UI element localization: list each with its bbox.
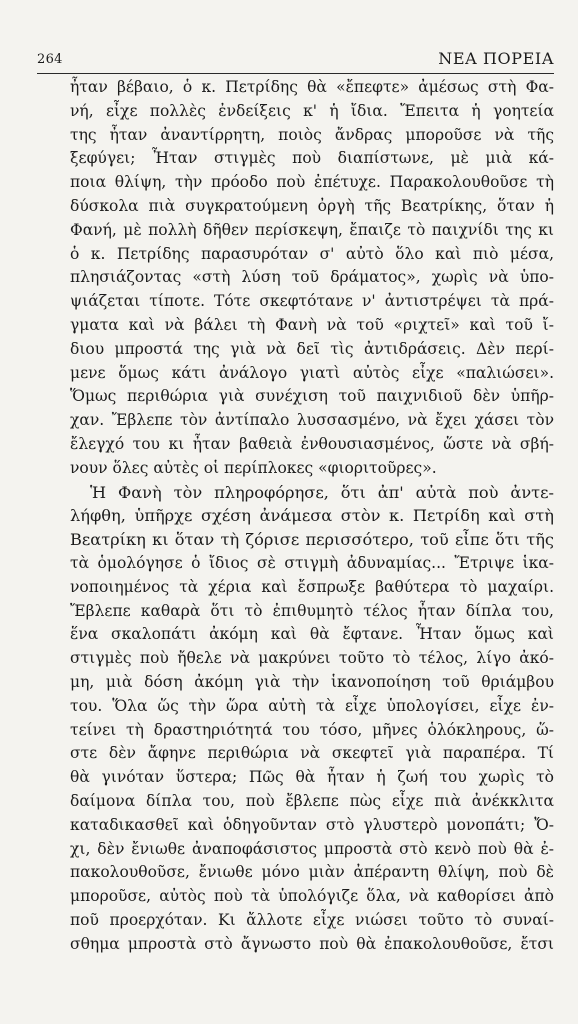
text-line: μποροῦσε, αὐτὸς ποὺ τὰ ὑπολόγιζε ὅλα, νὰ καθορίσει ἀπὸ: [70, 887, 554, 906]
text-line: τὰ ὁμολόγησε ὁ ἴδιος σὲ στιγμὴ ἀδυναμίας... Ἔτριψε ἱκα-: [70, 553, 554, 572]
text-line: Βεατρίκη κι ὅταν τὴ ζόρισε περισσότερο, τοῦ εἶπε ὅτι τῆς: [70, 530, 554, 550]
text-line: νοποιημένος τὰ χέρια καὶ ἔσπρωξε βαθύτερα τὸ μαχαίρι.: [70, 577, 554, 596]
page-number: 264: [37, 52, 63, 67]
text-line: νή, εἶχε πολλὲς ἐνδείξεις κ' ἡ ἴδια. Ἔπειτα ἡ γοητεία: [70, 101, 554, 120]
text-line: θὰ γινόταν ὕστερα; Πῶς θὰ ἦταν ἡ ζωή του χωρὶς τὸ: [70, 768, 554, 787]
text-line: του. Ὅλα ὥς τὴν ὥρα αὐτὴ τὰ εἶχε ὑπολογίσει, εἶχε ἐν-: [70, 696, 554, 715]
text-line: μη, μιὰ δόση ἀκόμη γιὰ τὴν ἱκανοποίηση τοῦ θριάμβου: [70, 672, 554, 691]
text-line: ποῦ προερχόταν. Κι ἄλλοτε εἶχε νιώσει τοῦτο τὸ συναί-: [70, 910, 554, 929]
text-line: στε δὲν ἄφηνε περιθώρια νὰ σκεφτεῖ γιὰ παραπέρα. Τί: [70, 744, 554, 763]
text-line: ψιάζεται τίποτε. Τότε σκεφτότανε ν' ἀντιστρέψει τὰ πρά-: [70, 292, 554, 311]
header-rule: [37, 73, 554, 74]
text-line: ἦταν βέβαιο, ὁ κ. Πετρίδης θὰ «ἔπεφτε» ἀμέσως στὴ Φα-: [70, 78, 554, 96]
text-line: λήφθη, ὑπῆρχε σχέση ἀνάμεσα στὸν κ. Πετρίδη καὶ στὴ: [70, 506, 554, 526]
text-line: πλησιάζοντας «στὴ λύση τοῦ δράματος», χωρὶς νὰ ὑπο-: [70, 268, 554, 287]
text-line: σθημα μπροστὰ στὸ ἄγνωστο ποὺ θὰ ἐπακολουθοῦσε, ἔτσι: [70, 934, 554, 953]
text-line: δαίμονα δίπλα του, ποὺ ἔβλεπε πὼς εἶχε πιὰ ἀνέκκλιτα: [70, 791, 554, 810]
text-line: ἔλεγχό του κι ἦταν βαθειὰ ἐνθουσιασμένος, ὥστε νὰ σβή-: [70, 434, 554, 453]
text-line: ποια θλίψη, τὴν πρόοδο ποὺ ἐπέτυχε. Παρακολουθοῦσε τὴ: [70, 173, 554, 192]
text-line: ξεφύγει; Ἦταν στιγμὲς ποὺ διαπίστωνε, μὲ μιὰ κά-: [70, 149, 554, 168]
text-line: χι, δὲν ἔνιωθε ἀναποφάσιστος μπροστὰ στὸ κενὸ ποὺ θὰ ἐ-: [70, 839, 554, 858]
page-header: [37, 48, 554, 70]
text-line: Φανή, μὲ πολλὴ δῆθεν περίσκεψη, ἔπαιζε τὸ παιχνίδι της κι: [70, 220, 554, 239]
text-line: Ἔβλεπε καθαρὰ ὅτι τὸ ἐπιθυμητὸ τέλος ἦταν δίπλα του,: [70, 601, 554, 620]
text-line: της ἦταν ἀναντίρρητη, ποιὸς ἄνδρας μποροῦσε νὰ τῆς: [70, 125, 554, 144]
text-line: γματα καὶ νὰ βάλει τὴ Φανὴ νὰ τοῦ «ριχτεῖ» καὶ τοῦ ἴ-: [70, 315, 554, 334]
text-line: Ὅμως περιθώρια γιὰ συνέχιση τοῦ παιχνιδιοῦ δὲν ὑπῆρ-: [70, 387, 554, 406]
text-line: στιγμὲς ποὺ ἤθελε νὰ μακρύνει τοῦτο τὸ τέλος, λίγο ἀκό-: [70, 649, 554, 668]
text-line: ἕνα σκαλοπάτι ἀκόμη καὶ θὰ ἔφτανε. Ἦταν ὅμως καὶ: [70, 625, 554, 644]
text-line: Ἡ Φανὴ τὸν πληροφόρησε, ὅτι ἀπ' αὐτὰ ποὺ ἀντε-: [90, 482, 554, 502]
text-line: ὁ κ. Πετρίδης παρασυρόταν σ' αὐτὸ ὅλο καὶ πιὸ μέσα,: [70, 244, 554, 263]
text-line: τείνει τὴ δραστηριότητά του τόσο, μῆνες ὁλόκληρους, ὥ-: [70, 720, 554, 739]
text-line: χαν. Ἔβλεπε τὸν ἀντίπαλο λυσσασμένο, νὰ ἔχει χάσει τὸν: [70, 411, 554, 430]
text-line: δύσκολα πιὰ συγκρατούμενη ὀργὴ τῆς Βεατρίκης, ὅταν ἡ: [70, 196, 554, 215]
text-line: πακολουθοῦσε, ἔνιωθε μόνο μιὰν ἀπέραντη θλίψη, ποὺ δὲ: [70, 863, 554, 882]
text-line: καταδικασθεῖ καὶ ὁδηγοῦνταν στὸ γλυστερὸ μονοπάτι; Ὄ-: [70, 815, 554, 834]
body-text: [70, 76, 554, 956]
text-line: νουν ὅλες αὐτὲς οἱ περίπλοκες «φιοριτοῦρες».: [70, 458, 437, 477]
text-line: διου μπροστά της γιὰ νὰ δεῖ τὶς ἀντιδράσεις. Δὲν περί-: [70, 339, 554, 358]
running-title: ΝΕΑ ΠΟΡΕΙΑ: [438, 49, 554, 68]
text-line: μενε ὅμως κάτι ἀνάλογο γιατὶ αὐτὸς εἶχε «παλιώσει».: [70, 363, 554, 382]
